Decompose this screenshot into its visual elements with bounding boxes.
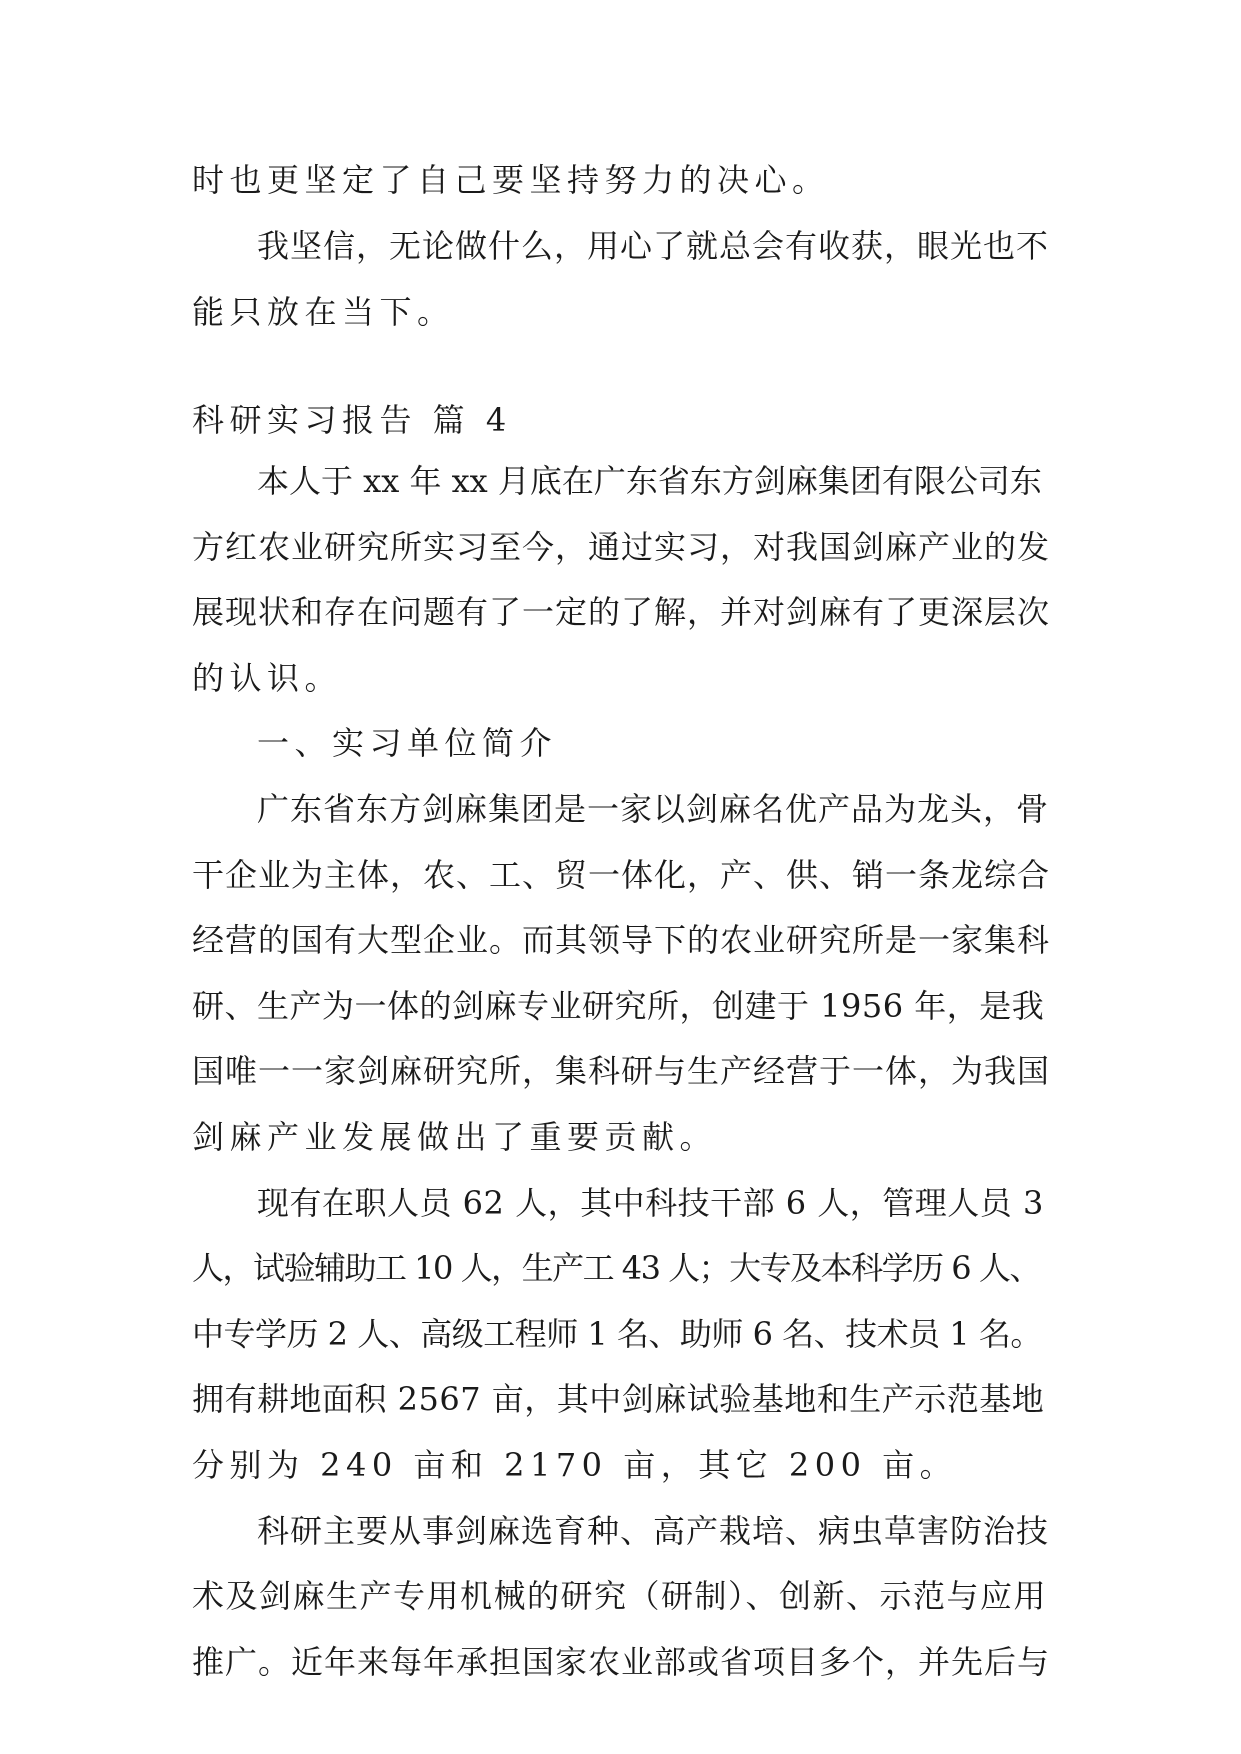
text-line: 分别为 240 亩和 2170 亩，其它 200 亩。 [192, 1446, 958, 1484]
text-line: 干企业为主体，农、工、贸一体化，产、供、销一条龙综合 [192, 856, 1051, 894]
paragraph-first-line: 现有在职人员 62 人，其中科技干部 6 人，管理人员 3 [257, 1184, 1044, 1222]
text-line: 拥有耕地面积 2567 亩，其中剑麻试验基地和生产示范基地 [192, 1380, 1045, 1418]
text-line: 剑麻产业发展做出了重要贡献。 [192, 1118, 718, 1156]
text-line: 能只放在当下。 [192, 293, 455, 331]
text-line: 时也更坚定了自己要坚持努力的决心。 [192, 161, 830, 199]
paragraph-first-line: 本人于 xx 年 xx 月底在广东省东方剑麻集团有限公司东 [257, 462, 1042, 500]
text-line: 中专学历 2 人、高级工程师 1 名、助师 6 名、技术员 1 名。 [192, 1315, 1042, 1353]
text-line: 术及剑麻生产专用机械的研究（研制）、创新、示范与应用 [192, 1577, 1048, 1615]
text-line: 经营的国有大型企业。而其领导下的农业研究所是一家集科 [192, 921, 1051, 959]
subheading: 一、实习单位简介 [257, 724, 558, 762]
text-line: 人，试验辅助工 10 人，生产工 43 人；大专及本科学历 6 人、 [192, 1249, 1040, 1287]
text-line: 的认识。 [192, 659, 343, 697]
section-heading: 科研实习报告 篇 4 [192, 401, 512, 439]
text-line: 研、生产为一体的剑麻专业研究所，创建于 1956 年，是我 [192, 987, 1045, 1025]
paragraph-first-line: 我坚信，无论做什么，用心了就总会有收获，眼光也不 [257, 227, 1050, 265]
text-line: 方红农业研究所实习至今，通过实习，对我国剑麻产业的发 [192, 528, 1051, 566]
text-line: 推广。近年来每年承担国家农业部或省项目多个，并先后与 [192, 1643, 1051, 1681]
text-line: 国唯一一家剑麻研究所，集科研与生产经营于一体，为我国 [192, 1052, 1051, 1090]
paragraph-first-line: 广东省东方剑麻集团是一家以剑麻名优产品为龙头，骨 [257, 790, 1050, 828]
text-line: 展现状和存在问题有了一定的了解，并对剑麻有了更深层次 [192, 593, 1051, 631]
paragraph-first-line: 科研主要从事剑麻选育种、高产栽培、病虫草害防治技 [257, 1512, 1050, 1550]
